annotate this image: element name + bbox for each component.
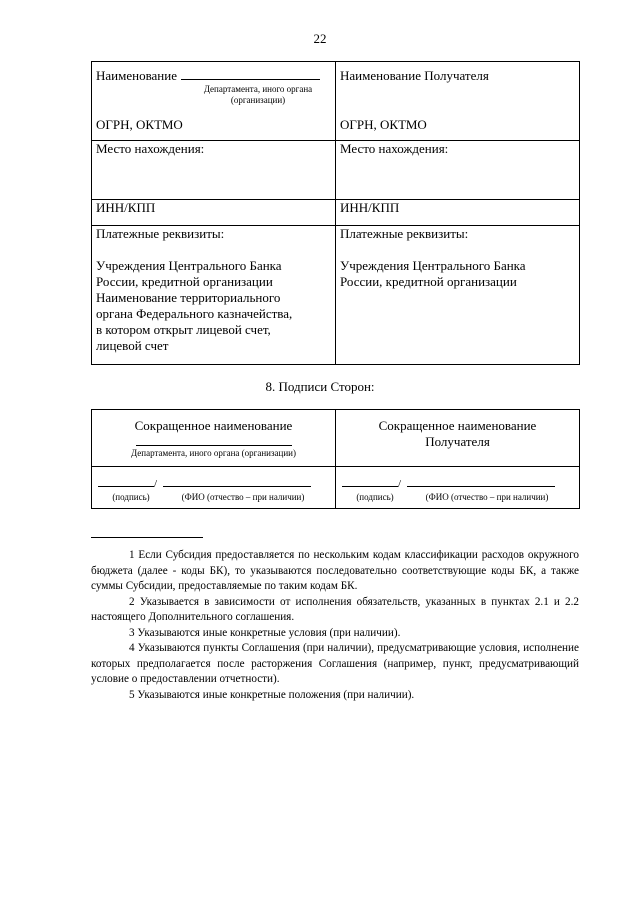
- signatures-table: [91, 409, 580, 509]
- left-bank-line: России, кредитной организации: [96, 274, 273, 289]
- name-fill-line: [181, 68, 320, 80]
- left-ogrn-label: ОГРН, ОКТМО: [96, 117, 183, 132]
- left-inn-label: ИНН/КПП: [96, 200, 156, 215]
- left-bank-line: Наименование территориального: [96, 290, 281, 305]
- right-payment-cell: [336, 226, 580, 365]
- right-bank-line: России, кредитной организации: [340, 274, 517, 289]
- left-payment-label: Платежные реквизиты:: [96, 226, 225, 241]
- right-inn-label: ИНН/КПП: [340, 200, 400, 215]
- slash: /: [154, 478, 158, 490]
- left-location-cell: [92, 141, 336, 200]
- right-ogrn-label: ОГРН, ОКТМО: [340, 117, 427, 132]
- signature-line: [98, 477, 154, 487]
- footnote-3: 3 Указываются иные конкретные условия (при наличии).: [129, 626, 401, 639]
- footnote-5: 5 Указываются иные конкретные положения (при наличии).: [129, 688, 415, 701]
- right-bank-line: Учреждения Центрального Банка: [340, 258, 526, 273]
- page-number: 22: [313, 31, 327, 46]
- right-signature-title-1: Сокращенное наименование: [378, 418, 537, 433]
- left-name-sublabel-1: Департамента, иного органа: [203, 84, 313, 94]
- left-sign-cell: [92, 467, 336, 509]
- slash: /: [398, 478, 402, 490]
- left-inn-cell: [92, 200, 336, 226]
- signature-line: [342, 477, 398, 487]
- left-name-cell: [92, 62, 336, 141]
- right-name-label: Наименование Получателя: [340, 68, 489, 83]
- fio-line: [407, 477, 555, 487]
- right-name-cell: [336, 62, 580, 141]
- right-payment-label: Платежные реквизиты:: [340, 226, 469, 241]
- sign-label: (подпись): [356, 492, 394, 502]
- left-bank-line: в котором открыт лицевой счет,: [96, 322, 271, 337]
- left-signature-sublabel: Департамента, иного органа (организации): [131, 448, 296, 458]
- right-location-cell: [336, 141, 580, 200]
- right-location-label: Место нахождения:: [340, 141, 449, 156]
- right-bank-block: [340, 258, 575, 290]
- fio-label: (ФИО (отчество – при наличии): [181, 492, 305, 502]
- footnote-1: 1 Если Субсидия предоставляется по нескольким кодам классификации расходов окружного бюджета (далее - коды БК), то указываются последовательно соответствующие коды БК, а также суммы Субсидии, предоставляемые по таким кодам БК.: [91, 549, 579, 592]
- right-inn-cell: [336, 200, 580, 226]
- signatures-heading: 8. Подписи Сторон:: [265, 379, 375, 394]
- left-payment-cell: [92, 226, 336, 365]
- footnote-4: 4 Указываются пункты Соглашения (при наличии), предусматривающие условия, исполнение которых предполагается после расторжения Соглашения (например, пункт, предусматривающий условие о предоставлении отчетности).: [91, 642, 579, 685]
- requisites-table: [91, 61, 580, 365]
- left-location-label: Место нахождения:: [96, 141, 205, 156]
- footnote-2: 2 Указывается в зависимости от исполнения обязательств, указанных в пунктах 2.1 и 2.2 настоящего Дополнительного соглашения.: [91, 595, 579, 623]
- fio-label: (ФИО (отчество – при наличии): [425, 492, 549, 502]
- left-bank-block: [96, 258, 331, 354]
- left-signature-title-cell: [92, 410, 336, 467]
- left-bank-line: лицевой счет: [96, 338, 169, 353]
- right-signature-title-2: Получателя: [425, 434, 490, 449]
- sign-label: (подпись): [112, 492, 150, 502]
- left-bank-line: Учреждения Центрального Банка: [96, 258, 282, 273]
- left-bank-line: органа Федерального казначейства,: [96, 306, 293, 321]
- left-name-sublabel-2: (организации): [230, 95, 286, 105]
- left-signature-title: Сокращенное наименование: [134, 418, 293, 433]
- right-signature-title-cell: [336, 410, 580, 467]
- dept-fill-line: [136, 440, 292, 446]
- footnotes: [91, 548, 579, 703]
- footnote-separator: [91, 537, 203, 538]
- right-sign-cell: [336, 467, 580, 509]
- left-name-label: Наименование: [96, 68, 177, 83]
- fio-line: [163, 477, 311, 487]
